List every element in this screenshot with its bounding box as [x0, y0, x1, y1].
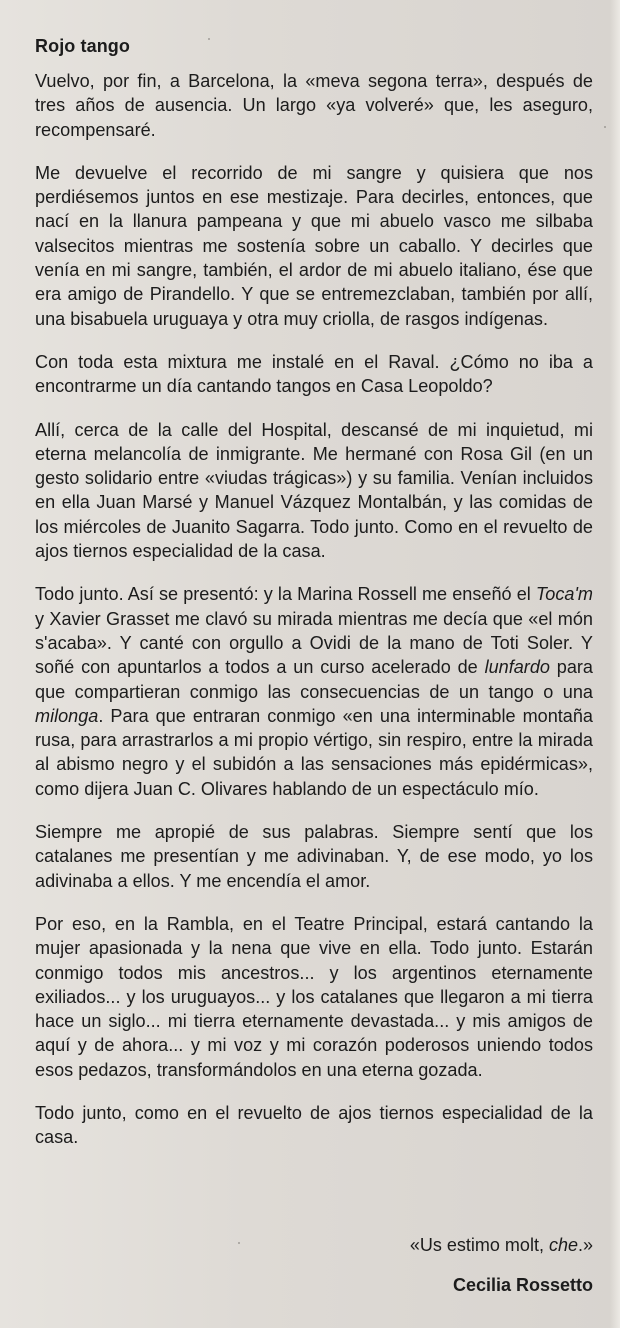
article-paragraph	[35, 1101, 593, 1150]
text-run: Allí, cerca de la calle del Hospital, descansé de mi inquietud, mi eterna melancolía de inmigrante. Me hermané con Rosa Gil (en un gesto solidario entre «viudas trágicas») y su familia. Venían incluidos en ella Juan Marsé y Manuel Vázquez Montalbán, y las comidas de los miércoles de Juanito Sagarra. Todo junto. Como en el revuelto de ajos tiernos especialidad de la casa.	[35, 419, 593, 562]
italic-run: milonga	[35, 705, 99, 726]
italic-run: che	[548, 1235, 578, 1255]
italic-run: lunfardo	[484, 657, 550, 678]
paper-speck	[238, 1242, 240, 1244]
text-run: . Para que entraran conmigo «en una interminable montaña rusa, para arrastrarlos a mi propio vértigo, sin respiro, entre la mirada al abismo negro y el subidón a las sensaciones más epidérmicas», como dijera Juan C. Olivares hablando de un espectáculo mío.	[35, 705, 593, 799]
text-run: Por eso, en la Rambla, en el Teatre Principal, estará cantando la mujer apasionada y la nena que vive en ella. Todo junto. Estarán conmigo todos mis ancestros... y los argentinos eternamente exiliados... y los uruguayos... y los catalanes que llegaron a mi tierra hace un siglo... mi tierra eternamente devastada... y mis amigos de aquí y de ahora... y mi voz y mi corazón poderosos uniendo todos esos pedazos, transformándolos en una eterna gozada.	[35, 913, 593, 1080]
paper-edge	[610, 0, 620, 1328]
article-title: Rojo tango	[35, 36, 130, 56]
text-run: Me devuelve el recorrido de mi sangre y quisiera que nos perdiésemos juntos en ese mestizaje. Para decirles, entonces, que nací en la llanura pampeana y que mi abuelo vasco me silbaba valsecitos mientras me sostenía sobre un caballo. Y decirles que venía en mi sangre, también, el ardor de mi abuelo italiano, ése que era amigo de Pirandello. Y que se entremezclaban, también por allí, una bisabuela uruguaya y otra muy criolla, de rasgos indígenas.	[35, 162, 593, 329]
text-run: .»	[577, 1235, 593, 1255]
text-run: Siempre me apropié de sus palabras. Siempre sentí que los catalanes me presentían y me adivinaban. Y, de ese modo, yo los adivinaba a ellos. Y me encendía el amor.	[35, 822, 593, 891]
article-paragraph	[35, 418, 593, 564]
italic-run: Toca'm	[535, 584, 593, 605]
text-run: Todo junto. Así se presentó: y la Marina Rossell me enseñó el	[35, 584, 536, 605]
text-run: «Us estimo molt,	[409, 1235, 549, 1255]
article-body	[35, 35, 593, 1169]
text-run: para que compartieran conmigo las consecuencias de un tango o una	[35, 657, 593, 702]
article-paragraph	[35, 820, 593, 893]
paper-speck	[604, 126, 606, 128]
article-paragraph	[35, 912, 593, 1082]
text-run: Con toda esta mixtura me instalé en el Raval. ¿Cómo no iba a encontrarme un día cantando tangos en Casa Leopoldo?	[35, 351, 593, 397]
article-paragraph	[35, 582, 593, 801]
article-paragraph	[35, 161, 593, 331]
article-paragraph	[35, 69, 593, 142]
text-run: Todo junto, como en el revuelto de ajos tiernos especialidad de la casa.	[35, 1102, 593, 1148]
text-run: Vuelvo, por fin, a Barcelona, la «meva segona terra», después de tres años de ausencia. Un largo «ya volveré» que, les aseguro, recompensaré.	[35, 71, 593, 140]
paper-speck	[208, 38, 210, 40]
article-paragraph	[35, 350, 593, 399]
article-paragraphs	[35, 69, 593, 1150]
closing-line	[410, 1234, 593, 1256]
author-signature: Cecilia Rossetto	[452, 1275, 593, 1295]
text-run: y Xavier Grasset me clavó su mirada mientras me decía que «el món s'acaba». Y canté con orgullo a Ovidi de la mano de Toti Soler. Y soñé con apuntarlos a todos a un curso acelerado de	[35, 608, 593, 678]
